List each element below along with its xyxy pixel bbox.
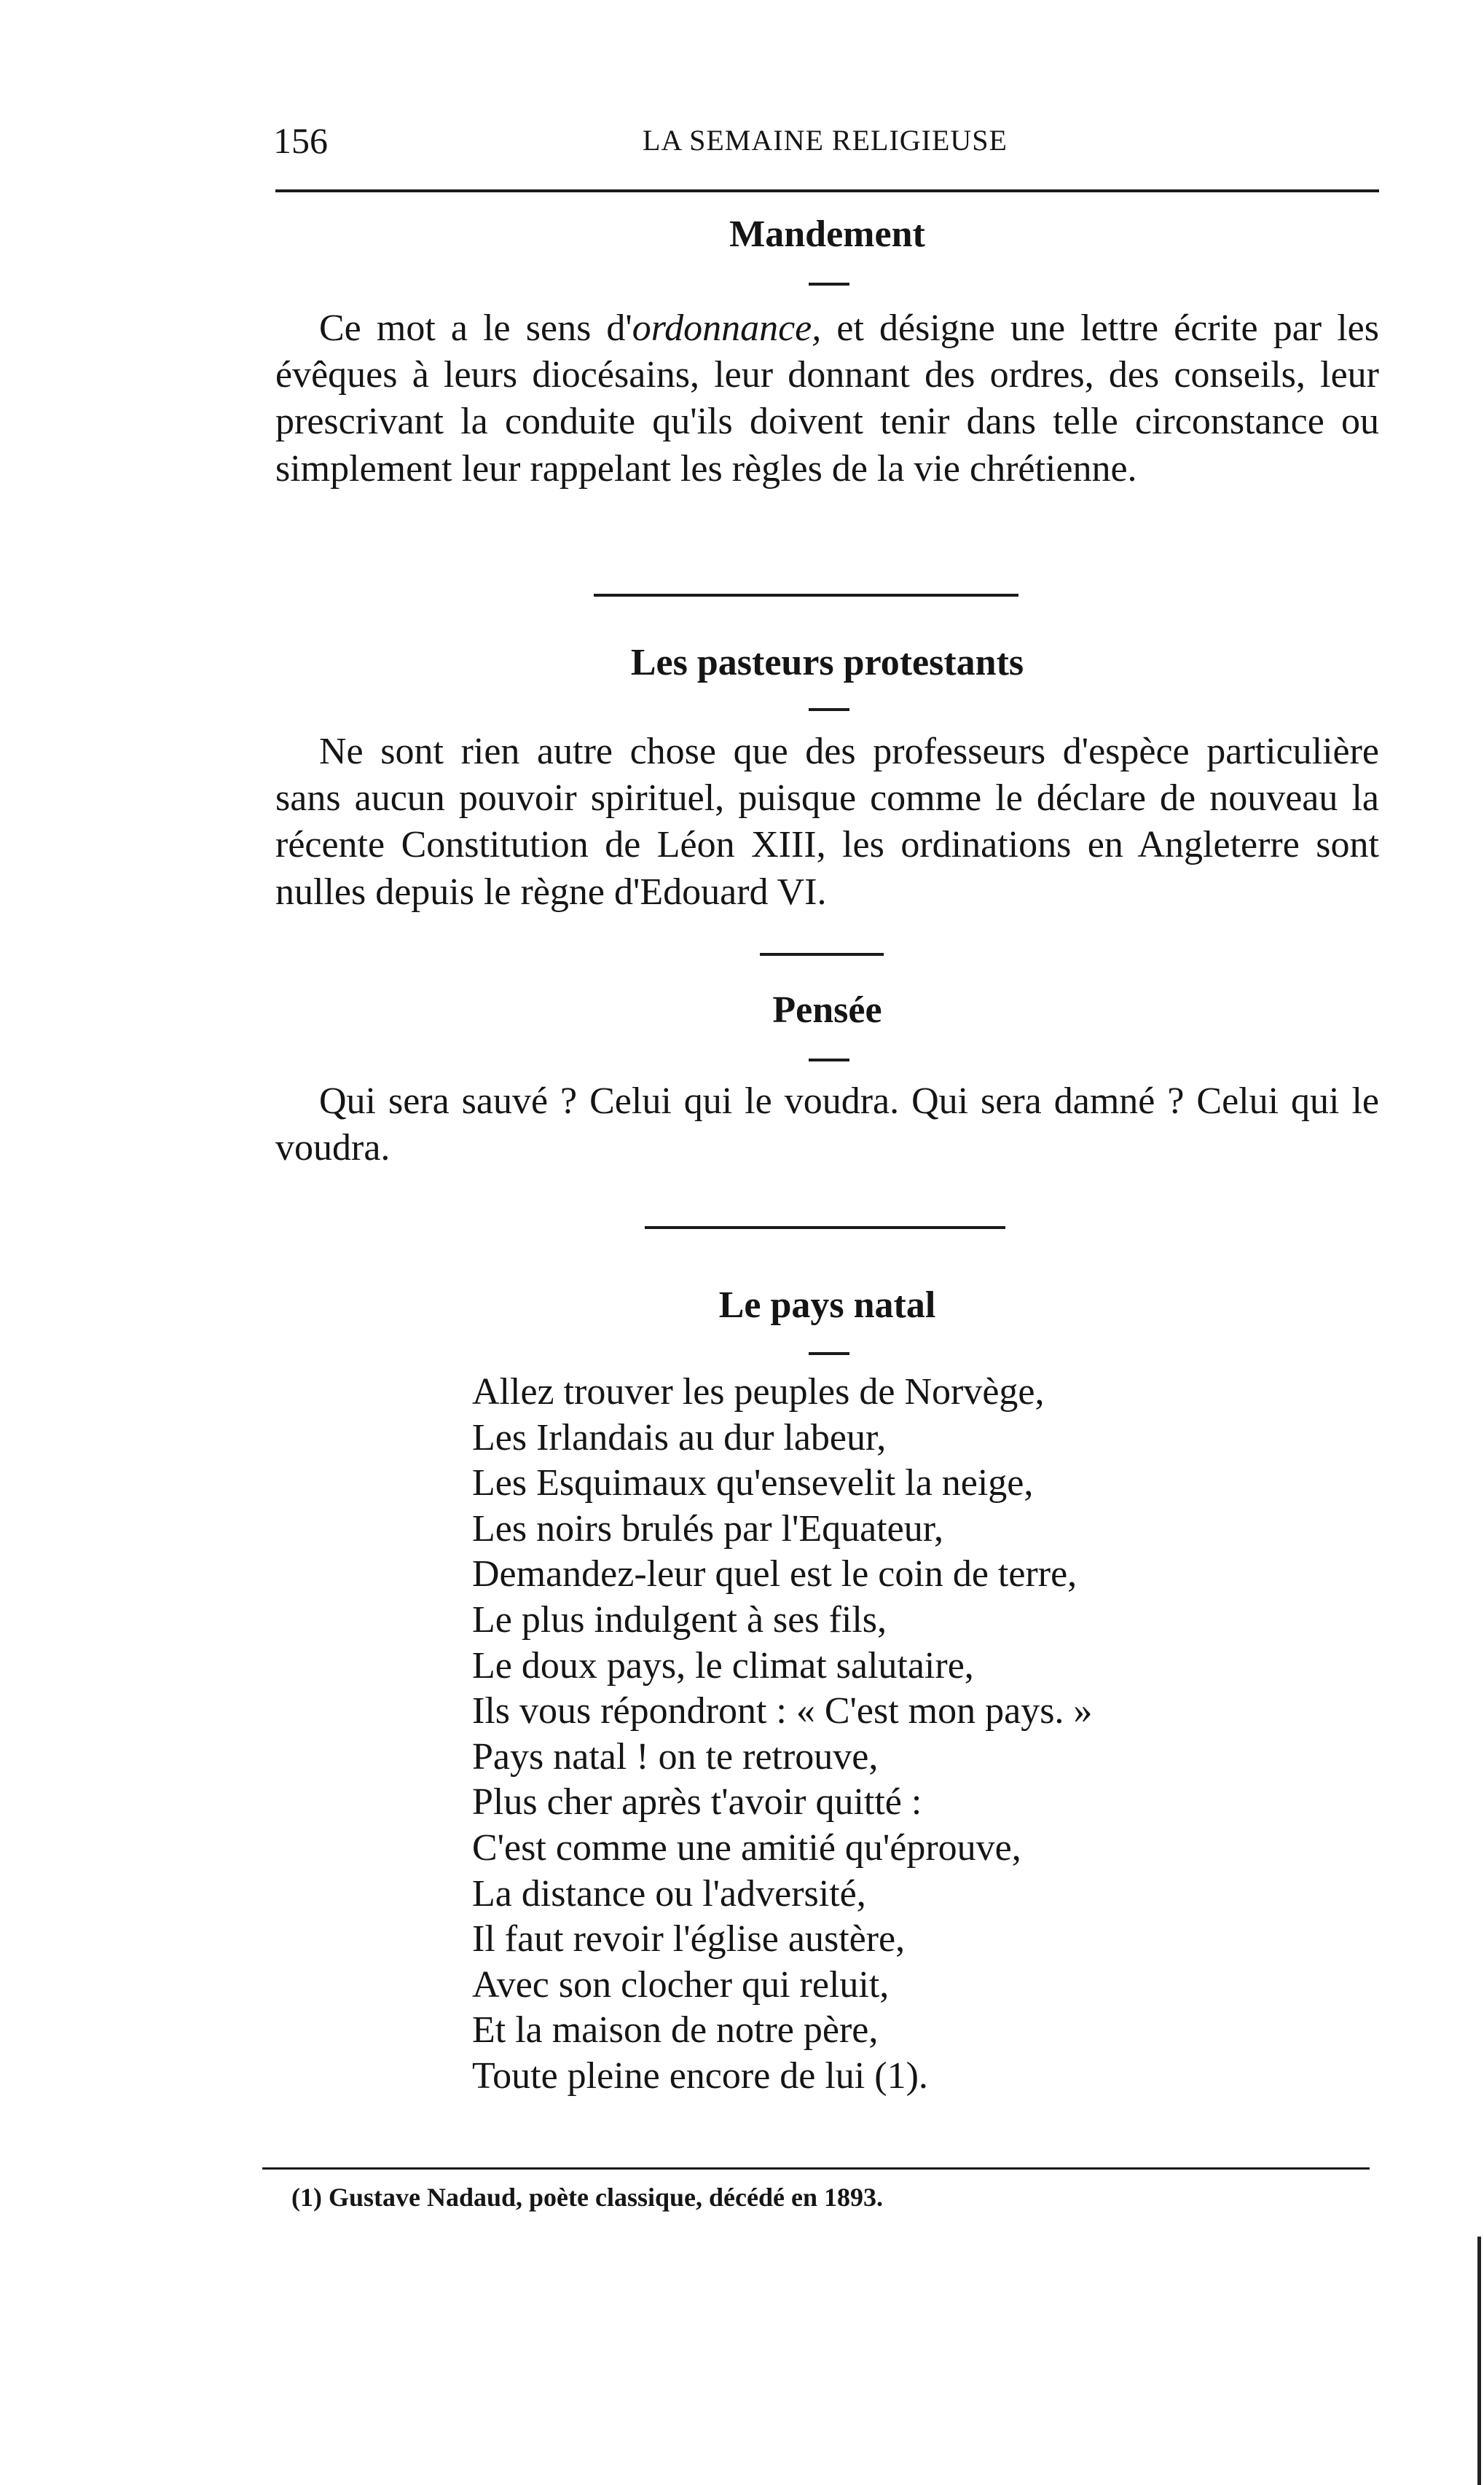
- poem: [472, 1370, 1237, 2100]
- paragraph-mandement: [275, 305, 1379, 492]
- poem-line: Pays natal ! on te retrouve,: [472, 1735, 879, 1778]
- poem-line: Les noirs brulés par l'Equateur,: [472, 1507, 943, 1550]
- page-number: 156: [273, 120, 328, 161]
- poem-line: La distance ou l'adversité,: [472, 1872, 866, 1915]
- footnote-rule: [262, 2167, 1370, 2170]
- section-title-pasteurs: Les pasteurs protestants: [630, 642, 1024, 683]
- emphasis-ordonnance: ordonnance,: [632, 307, 822, 349]
- title-dash: [809, 1059, 849, 1061]
- text-run: Ce mot a le sens d': [319, 307, 632, 349]
- footnote: (1) Gustave Nadaud, poète classique, décédé en 1893.: [291, 2183, 883, 2212]
- poem-line: Le plus indulgent à ses fils,: [472, 1598, 887, 1641]
- poem-line: C'est comme une amitié qu'éprouve,: [472, 1826, 1021, 1869]
- poem-line: Plus cher après t'avoir quitté :: [472, 1781, 922, 1823]
- poem-line: Et la maison de notre père,: [472, 2009, 879, 2052]
- section-title-mandement: Mandement: [729, 213, 925, 255]
- poem-line: Toute pleine encore de lui (1).: [472, 2054, 928, 2097]
- title-dash: [809, 708, 849, 711]
- section-divider: [594, 594, 1018, 597]
- journal-title: LA SEMAINE RELIGIEUSE: [643, 124, 1008, 157]
- section-title-pays-natal: Le pays natal: [718, 1284, 936, 1326]
- section-divider: [760, 953, 884, 956]
- poem-line: Demandez-leur quel est le coin de terre,: [472, 1553, 1077, 1595]
- running-head: [273, 115, 1377, 166]
- poem-line: Avec son clocher qui reluit,: [472, 1963, 890, 2006]
- title-dash: [809, 283, 849, 286]
- poem-line: Allez trouver les peuples de Norvège,: [472, 1371, 1045, 1413]
- title-dash: [809, 1352, 849, 1355]
- poem-line: Il faut revoir l'église austère,: [472, 1918, 906, 1960]
- text-run: et désigne une lettre écrite par les évêques à leurs diocésains, leur donnant des ordres, des conseils, leur prescrivant la conduite qu'ils doivent tenir dans telle circonstance ou simplement leur rappelant les règles de la vie chrétienne.: [275, 307, 1379, 490]
- poem-line: Le doux pays, le climat salutaire,: [472, 1644, 974, 1687]
- scan-edge-mark: [1477, 2237, 1481, 2485]
- section-divider: [645, 1226, 1005, 1229]
- paragraph-pensee: Qui sera sauvé ? Celui qui le voudra. Qui sera damné ? Celui qui le voudra.: [275, 1080, 1379, 1169]
- section-title-pensee: Pensée: [772, 989, 882, 1031]
- poem-line: Ils vous répondront : « C'est mon pays. »: [472, 1690, 1093, 1732]
- poem-line: Les Esquimaux qu'ensevelit la neige,: [472, 1462, 1034, 1504]
- header-rule: [275, 189, 1379, 192]
- paragraph-pasteurs: Ne sont rien autre chose que des professeurs d'espèce particulière sans aucun pouvoir spirituel, puisque comme le déclare de nouveau la récente Constitution de Léon XIII, les ordinations en Angleterre sont nulles depuis le règne d'Edouard VI.: [275, 731, 1379, 913]
- poem-line: Les Irlandais au dur labeur,: [472, 1416, 887, 1459]
